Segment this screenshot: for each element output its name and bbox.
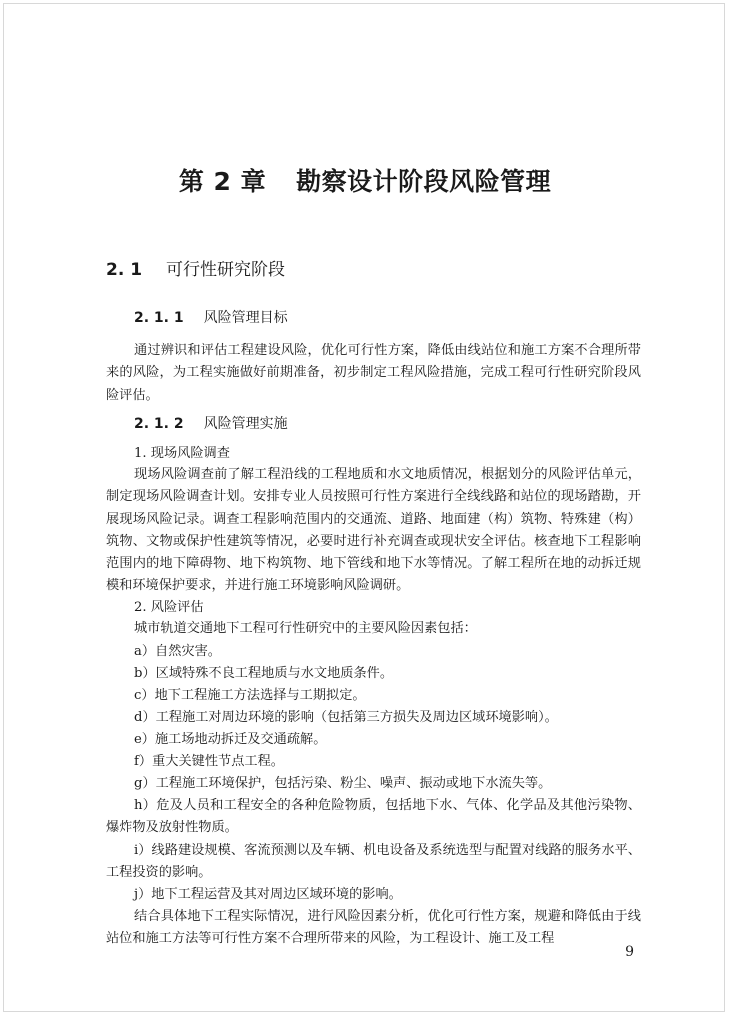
page-number: 9 [625, 944, 634, 960]
section-title [106, 255, 285, 280]
item2-heading: 2. 风险评估 [134, 600, 204, 615]
chapter-number: 第 2 章 [178, 167, 267, 196]
factor-g: g）工程施工环境保护，包括污染、粉尘、噪声、振动或地下水流失等。 [134, 776, 552, 791]
subsection-title-2 [134, 413, 288, 433]
chapter-title-text: 勘察设计阶段风险管理 [296, 167, 552, 196]
chapter-title [0, 162, 730, 198]
section-title-text: 可行性研究阶段 [166, 260, 286, 280]
risk-factors-intro: 城市轨道交通地下工程可行性研究中的主要风险因素包括： [134, 621, 477, 636]
subsection-number-2: 2. 1. 2 [134, 416, 184, 432]
section-number: 2. 1 [106, 260, 143, 280]
factor-b: b）区域特殊不良工程地质与水文地质条件。 [134, 666, 394, 681]
subsection-title-text-2: 风险管理实施 [203, 416, 288, 432]
objective-paragraph: 通过辨识和评估工程建设风险，优化可行性方案，降低由线站位和施工方案不合理所带来的风险，为工程实施做好前期准备，初步制定工程风险措施，完成工程可行性研究阶段风险评估。 [106, 343, 641, 403]
factor-f: f）重大关键性节点工程。 [134, 754, 284, 769]
factor-i: i）线路建设规模、客流预测以及车辆、机电设备及系统选型与配置对线路的服务水平、工程投资的影响。 [106, 843, 641, 881]
subsection-number-1: 2. 1. 1 [134, 310, 184, 326]
factor-j: j）地下工程运营及其对周边区域环境的影响。 [134, 887, 402, 902]
factor-c: c）地下工程施工方法选择与工期拟定。 [134, 688, 366, 703]
factor-e: e）施工场地动拆迁及交通疏解。 [134, 732, 327, 747]
subsection-title-1 [134, 307, 288, 327]
factor-d: d）工程施工对周边环境的影响（包括第三方损失及周边区域环境影响）。 [134, 710, 558, 725]
site-survey-paragraph: 现场风险调查前了解工程沿线的工程地质和水文地质情况，根据划分的风险评估单元，制定现场风险调查计划。安排专业人员按照可行性方案进行全线线路和站位的现场踏勘，开展现场风险记录。调查工程影响范围内的交通流、道路、地面建（构）筑物、特殊建（构）筑物、文物或保护性建筑等情况，必要时进行补充调查或现状安全评估。核查地下工程影响范围内的地下障碍物、地下构筑物、地下管线和地下水等情况。了解工程所在地的动拆迁规模和环境保护要求，并进行施工环境影响风险调研。 [106, 467, 641, 594]
closing-paragraph: 结合具体地下工程实际情况，进行风险因素分析，优化可行性方案，规避和降低由于线站位和施工方法等可行性方案不合理所带来的风险，为工程设计、施工及工程 [106, 909, 641, 947]
item1-heading: 1. 现场风险调查 [134, 446, 230, 461]
factor-h: h）危及人员和工程安全的各种危险物质，包括地下水、气体、化学品及其他污染物、爆炸物及放射性物质。 [106, 798, 641, 836]
factor-a: a）自然灾害。 [134, 644, 221, 659]
subsection-title-text-1: 风险管理目标 [203, 310, 288, 326]
